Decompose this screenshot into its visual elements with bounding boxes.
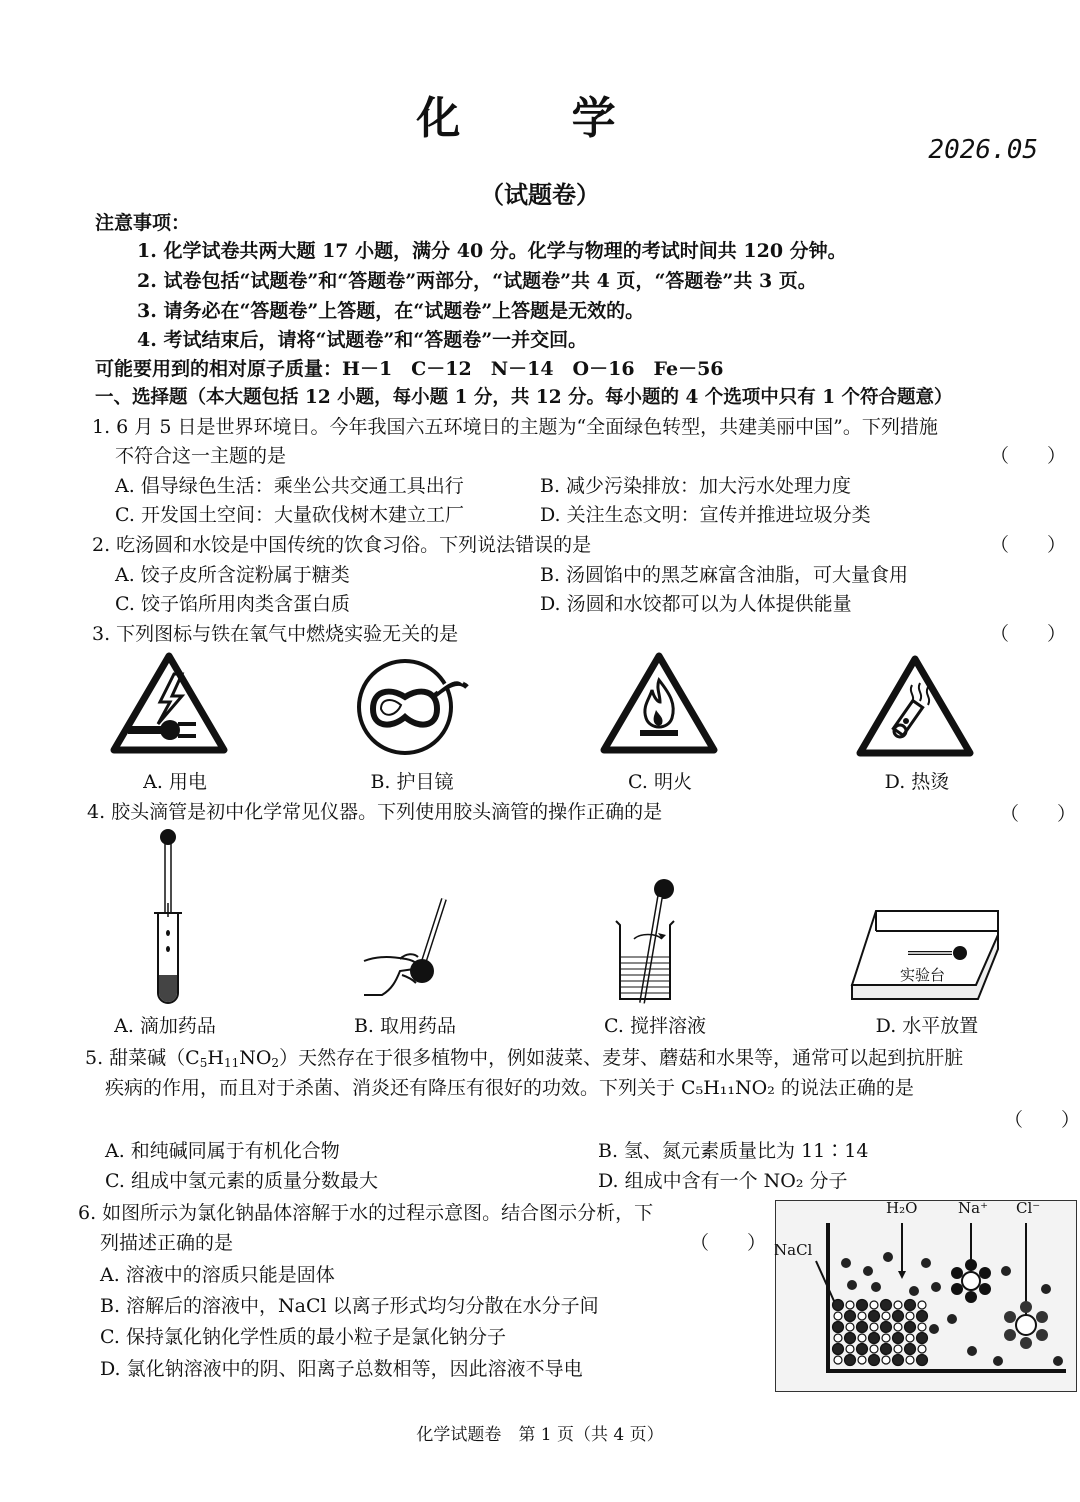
lattice-ion: [894, 1345, 902, 1353]
q4-option-d: D. 水平放置: [875, 1015, 979, 1037]
q3-option-c: C. 明火: [628, 771, 692, 793]
notice-item-4: 4. 考试结束后，请将“试题卷”和“答题卷”一并交回。: [137, 329, 588, 351]
lattice-ion: [893, 1311, 904, 1322]
q5-option-b: B. 氢、氮元素质量比为 11∶14: [598, 1140, 869, 1162]
lattice-ion: [833, 1322, 844, 1333]
lattice-ion: [882, 1356, 890, 1364]
lattice-ion: [869, 1333, 880, 1344]
q3-option-d: D. 热烫: [884, 771, 950, 793]
lattice-ion: [881, 1300, 892, 1311]
atomic-mass-line: 可能要用到的相对原子质量：H－1 C－12 N－14 O－16 Fe－56: [95, 358, 724, 380]
lattice-ion: [918, 1301, 926, 1309]
q2-option-d: D. 汤圆和水饺都可以为人体提供能量: [540, 593, 852, 615]
q2-option-a: A. 饺子皮所含淀粉属于糖类: [115, 564, 350, 586]
page-footer: 化学试题卷 第 1 页（共 4 页）: [416, 1425, 664, 1445]
bench-label: 实验台: [900, 966, 946, 984]
q6-stem-line2: 列描述正确的是: [100, 1232, 234, 1254]
q3-stem: 3. 下列图标与铁在氧气中燃烧实验无关的是: [92, 623, 459, 645]
lattice-ion: [870, 1345, 878, 1353]
lattice-ion: [845, 1333, 856, 1344]
lattice-ion: [834, 1334, 842, 1342]
lattice-ion: [834, 1312, 842, 1320]
notice-item-1: 1. 化学试卷共两大题 17 小题，满分 40 分。化学与物理的考试时间共 120 分钟。: [137, 240, 847, 262]
notice-item-3: 3. 请务必在“答题卷”上答题，在“试题卷”上答题是无效的。: [137, 300, 645, 322]
q5-option-c: C. 组成中氢元素的质量分数最大: [105, 1170, 378, 1192]
lattice-ion: [858, 1334, 866, 1342]
q6-option-a: A. 溶液中的溶质只能是固体: [100, 1264, 335, 1286]
chloride-ion-cluster: [1004, 1301, 1048, 1349]
dropper-stirring-figure: [612, 875, 682, 1010]
q3-answer-paren[interactable]: （ ）: [990, 623, 1067, 645]
nacl-dissolution-figure: [775, 1200, 1077, 1392]
q5-stem-line2: 疾病的作用，而且对于杀菌、消炎还有降压有很好的功效。下列关于 C₅H₁₁NO₂ 的说法正确的是: [105, 1077, 914, 1099]
q5-stem-line1: [85, 1043, 963, 1070]
q1-stem-line1: 1. 6 月 5 日是世界环境日。今年我国六五环境日的主题为“全面绿色转型，共建美丽中国”。下列措施: [92, 416, 938, 438]
lattice-ion: [882, 1334, 890, 1342]
beaker-figure: [776, 1201, 1076, 1391]
dropper-adding-reagent-figure: [148, 825, 188, 1005]
notice-heading: 注意事项：: [95, 212, 191, 234]
lattice-ion: [917, 1311, 928, 1322]
lattice-ion: [833, 1344, 844, 1355]
q6-answer-paren[interactable]: （ ）: [690, 1232, 767, 1254]
q2-option-b: B. 汤圆馅中的黑芝麻富含油脂，可大量食用: [540, 564, 909, 586]
formula-c: C: [185, 1047, 200, 1069]
lattice-ion: [917, 1333, 928, 1344]
q1-option-b: B. 减少污染排放：加大污水处理力度: [540, 475, 852, 497]
section1-heading: 一、选择题（本大题包括 12 小题，每小题 1 分，共 12 分。每小题的 4 个选项中只有 1 个符合题意）: [95, 387, 953, 408]
lattice-ion: [846, 1323, 854, 1331]
open-flame-icon: [600, 652, 718, 754]
q6-option-c: C. 保持氯化钠化学性质的最小粒子是氯化钠分子: [100, 1326, 506, 1348]
lattice-ion: [858, 1356, 866, 1364]
lattice-ion: [870, 1323, 878, 1331]
lattice-ion: [906, 1356, 914, 1364]
lattice-ion: [845, 1311, 856, 1322]
q2-option-c: C. 饺子馅所用肉类含蛋白质: [115, 593, 350, 615]
fig-label-na: Na⁺: [958, 1199, 988, 1217]
q5-stem-suffix: ）天然存在于很多植物中，例如菠菜、麦芽、蘑菇和水果等，通常可以起到抗肝脏: [279, 1047, 964, 1069]
lattice-ion: [906, 1312, 914, 1320]
lattice-ion: [894, 1323, 902, 1331]
q1-option-c: C. 开发国土空间：大量砍伐树木建立工厂: [115, 504, 464, 526]
q5-option-d: D. 组成中含有一个 NO₂ 分子: [598, 1170, 848, 1192]
dropper-hand-figure: [360, 895, 460, 1005]
lattice-ion: [869, 1355, 880, 1366]
q6-stem-line1: 6. 如图所示为氯化钠晶体溶解于水的过程示意图。结合图示分析，下: [78, 1202, 654, 1224]
q1-option-d: D. 关注生态文明：宣传并推进垃圾分类: [540, 504, 871, 526]
lattice-ion: [858, 1312, 866, 1320]
lattice-ion: [857, 1344, 868, 1355]
lattice-ion: [870, 1301, 878, 1309]
fig-label-nacl: NaCl: [774, 1241, 813, 1259]
fig-label-cl: Cl⁻: [1016, 1199, 1041, 1217]
electricity-warning-icon: [110, 652, 228, 754]
exam-date: 2026.05: [928, 135, 1038, 165]
lattice-ion: [893, 1355, 904, 1366]
goggles-icon: [355, 657, 470, 757]
formula-sub-2: 2: [271, 1056, 280, 1070]
lattice-ion: [905, 1322, 916, 1333]
lattice-ion: [833, 1300, 844, 1311]
lattice-ion: [893, 1333, 904, 1344]
lattice-ion: [881, 1344, 892, 1355]
lattice-ion: [881, 1322, 892, 1333]
q6-option-b: B. 溶解后的溶液中，NaCl 以离子形式均匀分散在水分子间: [100, 1295, 599, 1317]
q4-answer-paren[interactable]: （ ）: [1000, 803, 1077, 825]
dropper-horizontal-on-bench-figure: [848, 905, 1008, 1005]
formula-no: NO: [239, 1047, 272, 1069]
q3-option-b: B. 护目镜: [370, 771, 454, 793]
hot-surface-icon: [856, 655, 974, 757]
lattice-ion: [905, 1344, 916, 1355]
lattice-ion: [846, 1345, 854, 1353]
lattice-ion: [894, 1301, 902, 1309]
formula-sub-5: 5: [199, 1056, 208, 1070]
q1-answer-paren[interactable]: （ ）: [990, 445, 1067, 467]
q2-answer-paren[interactable]: （ ）: [990, 534, 1067, 556]
q1-option-a: A. 倡导绿色生活：乘坐公共交通工具出行: [115, 475, 464, 497]
formula-sub-11: 11: [223, 1056, 240, 1070]
q3-option-a: A. 用电: [143, 771, 207, 793]
q4-option-b: B. 取用药品: [353, 1015, 457, 1037]
lattice-ion: [857, 1300, 868, 1311]
lattice-ion: [918, 1323, 926, 1331]
lattice-ion: [845, 1355, 856, 1366]
q5-stem-prefix: 5. 甜菜碱（: [85, 1047, 186, 1069]
lattice-ion: [834, 1356, 842, 1364]
q5-option-a: A. 和纯碱同属于有机化合物: [105, 1140, 340, 1162]
lattice-ion: [846, 1301, 854, 1309]
lattice-ion: [918, 1345, 926, 1353]
q4-option-a: A. 滴加药品: [114, 1015, 216, 1037]
lattice-ion: [869, 1311, 880, 1322]
lattice-ion: [905, 1300, 916, 1311]
q4-option-c: C. 搅拌溶液: [604, 1015, 706, 1037]
lattice-ion: [882, 1312, 890, 1320]
page-subtitle: （试题卷）: [480, 180, 600, 209]
q5-formula: [185, 1047, 279, 1069]
lattice-ion: [857, 1322, 868, 1333]
q5-answer-paren[interactable]: （ ）: [1004, 1109, 1080, 1131]
q6-option-d: D. 氯化钠溶液中的阴、阳离子总数相等，因此溶液不导电: [100, 1358, 583, 1380]
formula-h: H: [207, 1047, 224, 1069]
q2-stem: 2. 吃汤圆和水饺是中国传统的饮食习俗。下列说法错误的是: [92, 534, 592, 556]
lattice-ion: [906, 1334, 914, 1342]
q4-stem: 4. 胶头滴管是初中化学常见仪器。下列使用胶头滴管的操作正确的是: [87, 801, 663, 823]
notice-item-2: 2. 试卷包括“试题卷”和“答题卷”两部分，“试题卷”共 4 页，“答题卷”共 3 页。: [137, 270, 817, 292]
fig-label-h2o: H₂O: [886, 1199, 918, 1217]
q1-stem-line2: 不符合这一主题的是: [115, 445, 287, 467]
page-title: 化 学: [416, 93, 664, 144]
sodium-ion-cluster: [951, 1259, 991, 1303]
lattice-ion: [917, 1355, 928, 1366]
nacl-crystal-lattice: [833, 1300, 928, 1366]
